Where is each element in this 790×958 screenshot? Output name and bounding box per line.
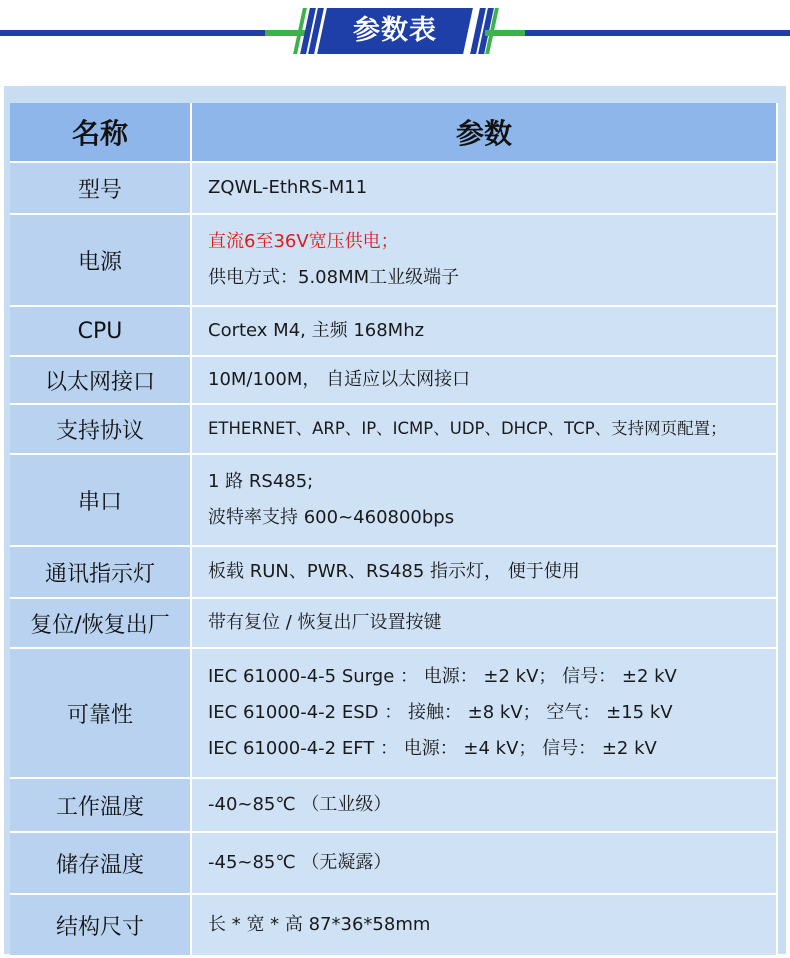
- row-name: 可靠性: [10, 649, 192, 779]
- page-header: [0, 0, 790, 70]
- table-row: [10, 547, 778, 599]
- value-line: 长 * 宽 * 高 87*36*58mm: [208, 914, 431, 935]
- table-row: [10, 215, 778, 307]
- table-row: [10, 405, 778, 455]
- row-value: [192, 547, 778, 599]
- value-line: -40~85℃ （工业级）: [208, 794, 392, 815]
- value-line: 波特率支持 600~460800bps: [208, 507, 455, 528]
- row-value: [192, 833, 778, 895]
- row-name: 工作温度: [10, 779, 192, 833]
- table-row: [10, 307, 778, 357]
- row-name: 串口: [10, 455, 192, 547]
- row-name: CPU: [10, 307, 192, 357]
- row-name: 通讯指示灯: [10, 547, 192, 599]
- header-accent-right: [485, 30, 525, 36]
- value-line: 板载 RUN、PWR、RS485 指示灯， 便于使用: [208, 561, 580, 582]
- table-row: [10, 649, 778, 779]
- page-title: 参数表: [353, 15, 437, 46]
- row-value: [192, 599, 778, 649]
- table-row: [10, 895, 778, 957]
- value-line: 10M/100M， 自适应以太网接口: [208, 369, 471, 390]
- value-line: IEC 61000-4-2 ESD ： 接触： ±8 kV； 空气： ±15 kV: [208, 702, 673, 723]
- row-name: 储存温度: [10, 833, 192, 895]
- table-row: [10, 455, 778, 547]
- row-value: [192, 779, 778, 833]
- value-line: 直流6至36V宽压供电；: [208, 231, 399, 252]
- row-value: [192, 215, 778, 307]
- row-value: [192, 163, 778, 215]
- row-value: [192, 895, 778, 957]
- value-line: ZQWL-EthRS-M11: [208, 177, 368, 198]
- row-value: [192, 307, 778, 357]
- header-rule-right: [525, 30, 790, 36]
- row-value: [192, 649, 778, 779]
- value-line: IEC 61000-4-2 EFT ： 电源： ±4 kV； 信号： ±2 kV: [208, 738, 657, 759]
- table-row: [10, 599, 778, 649]
- column-header-value: 参数: [192, 103, 778, 163]
- row-name: 结构尺寸: [10, 895, 192, 957]
- value-line: 带有复位 / 恢复出厂设置按键: [208, 612, 442, 633]
- table-header-row: [10, 103, 778, 163]
- value-line: 1 路 RS485;: [208, 471, 314, 492]
- row-value: [192, 405, 778, 455]
- spec-table: [10, 103, 778, 957]
- table-row: [10, 163, 778, 215]
- row-name: 型号: [10, 163, 192, 215]
- row-value: [192, 357, 778, 405]
- row-name: 复位/恢复出厂: [10, 599, 192, 649]
- value-line: 供电方式：5.08MM工业级端子: [208, 267, 460, 288]
- row-name: 支持协议: [10, 405, 192, 455]
- row-name: 电源: [10, 215, 192, 307]
- table-row: [10, 833, 778, 895]
- value-line: IEC 61000-4-5 Surge ： 电源： ±2 kV； 信号： ±2 kV: [208, 666, 677, 687]
- column-header-name: 名称: [10, 103, 192, 163]
- row-name: 以太网接口: [10, 357, 192, 405]
- row-value: [192, 455, 778, 547]
- table-row: [10, 357, 778, 405]
- header-rule-left: [0, 30, 265, 36]
- table-row: [10, 779, 778, 833]
- value-line: ETHERNET、ARP、IP、ICMP、UDP、DHCP、TCP、支持网页配置；: [208, 419, 727, 438]
- value-line: -45~85℃ （无凝露）: [208, 852, 392, 873]
- value-line: Cortex M4, 主频 168Mhz: [208, 320, 425, 341]
